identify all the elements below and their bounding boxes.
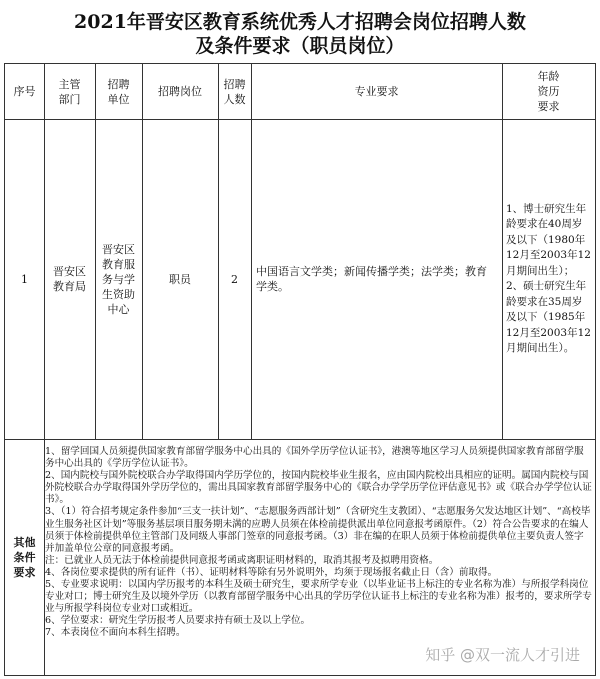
title-line-2: 及条件要求（职员岗位）	[195, 35, 405, 57]
note-item: 6、学位要求：研究生学历报考人员要求持有硕士及以上学位。	[45, 615, 311, 627]
header-unit: 招聘 单位	[107, 77, 130, 106]
note-item: 2、国内院校与国外院校联合办学取得国内学历学位的，按国内院校毕业生报名，应由国内院校出具相应的证明。属国内院校与国外院校联合办学取得国外学历学位的，需出具国家教育部留学服务中心的《联合办学学历学位评估意见书》或《联合办学学位认证书》。	[45, 470, 592, 506]
zhihu-watermark: 知乎 @双一流人才引进	[425, 646, 580, 664]
grid-line	[5, 439, 595, 440]
note-item: 7、本表岗位不面向本科生招聘。	[45, 627, 186, 639]
other-conditions-notes	[45, 446, 593, 640]
row-major: 中国语言文学类；新闻传播学类；法学类；教育学类。	[256, 265, 487, 293]
note-item: 3、（1）符合招考规定条件参加“三支一扶计划”、“志愿服务西部计划”（含研究生支教团）、“志愿服务欠发达地区计划”、“高校毕业生服务社区计划”等服务基层项目服务期未满的应聘人员须在体检前提供派出单位同意报考函原件。（2）符合公告要求的在编人员须于体检前提供单位主管部门及同级人事部门签章的同意报考函。（3）非在编的在职人员须于体检前提供单位主要负责人签字并加盖单位公章的同意报考函。	[45, 506, 591, 554]
note-item: 5、专业要求说明：以国内学历报考的本科生及硕士研究生，要求所学专业（以毕业证书上标注的专业名称为准）与所报学科岗位专业对口；博士研究生及以境外学历（以教育部留学服务中心出具的学历学位认证书上标注的专业名称为准）报考的，要求所学专业与所报学科岗位专业对口或相近。	[45, 579, 592, 615]
other-conditions-label: 其他 条件 要求	[13, 536, 36, 579]
row-count: 2	[231, 272, 238, 286]
row-age: 1、博士研究生年龄要求在40周岁及以下（1980年12月至2003年12月期间出生）； 2、硕士研究生年龄要求在35周岁及以下（1985年12月至2003年12月期间出生）。	[506, 202, 591, 354]
header-dept: 主管 部门	[58, 77, 81, 106]
row-post: 职员	[169, 272, 191, 286]
header-age: 年龄 资历 要求	[537, 70, 560, 113]
header-count: 招聘 人数	[223, 77, 246, 106]
recruitment-table	[4, 63, 596, 676]
note-item: 1、留学回国人员须提供国家教育部留学服务中心出具的《国外学历学位认证书》，港澳等地区学习人员须提供国家教育部留学服务中心出具的《学历学位认证书》。	[45, 446, 584, 470]
note-item: 4、各岗位要求提供的所有证件（书）、证明材料等除有另外说明外，均须于现场报名截止日（含）前取得。	[45, 566, 498, 578]
header-major: 专业要求	[354, 85, 399, 98]
row-dept: 晋安区 教育局	[53, 265, 86, 293]
note-item: 注：已就业人员无法于体检前提供同意报考函或离职证明材料的，取消其报考及拟聘用资格。	[45, 554, 439, 566]
title-line-1: 2021年晋安区教育系统优秀人才招聘会岗位招聘人数	[74, 11, 526, 33]
row-unit: 晋安区 教育服 务与学 生资助 中心	[102, 242, 135, 316]
header-post: 招聘岗位	[158, 85, 202, 98]
row-seq: 1	[21, 272, 28, 286]
page-title	[0, 10, 600, 58]
header-seq: 序号	[13, 85, 36, 98]
